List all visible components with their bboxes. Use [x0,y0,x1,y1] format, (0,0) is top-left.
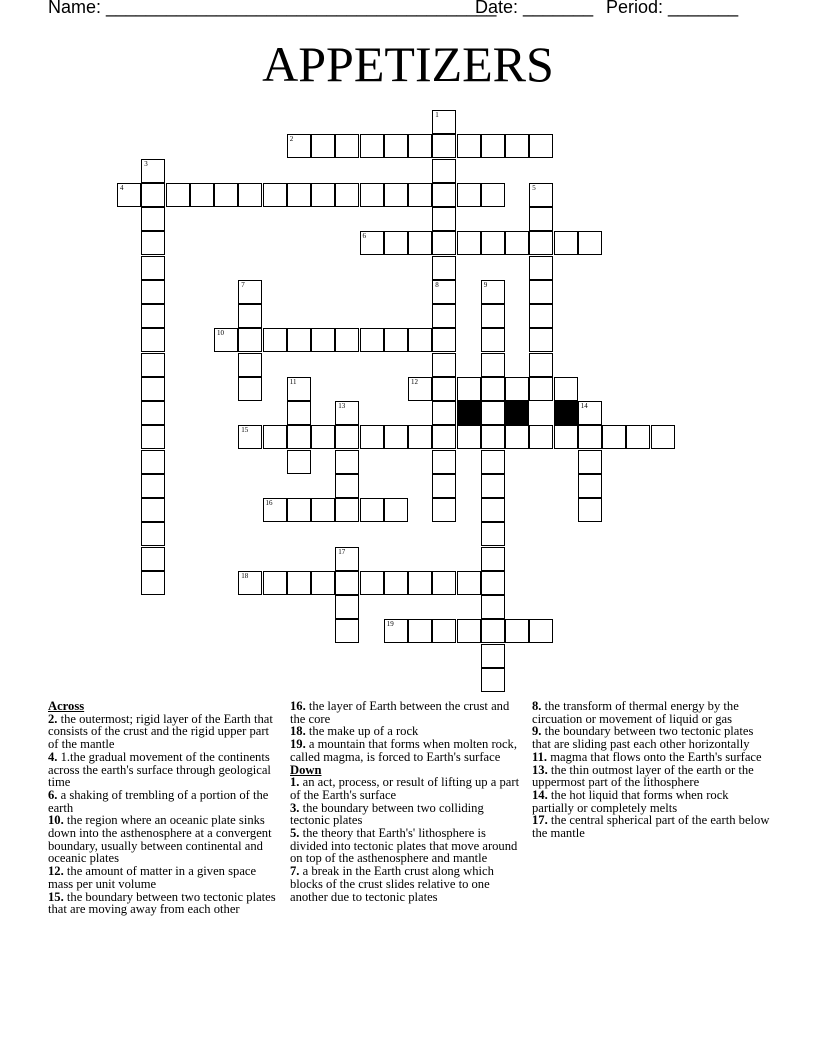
clue-item [290,700,524,725]
grid-cell[interactable] [578,474,602,498]
clue-column-1 [48,700,280,916]
grid-cell[interactable] [505,231,529,255]
grid-cell[interactable] [141,159,165,183]
grid-cell[interactable] [214,183,238,207]
clue-item [290,865,524,903]
clue-number: 18 [241,571,249,580]
grid-cell[interactable] [481,353,505,377]
grid-cell[interactable] [529,231,553,255]
grid-cell[interactable] [141,280,165,304]
grid-cell[interactable] [529,256,553,280]
grid-cell[interactable] [287,450,311,474]
clue-number: 3 [144,159,148,168]
clue-item-text: an act, process, or result of lifting up a part of the Earth's surface [290,775,520,802]
clue-number: 7 [241,280,245,289]
clue-number: 9 [483,280,488,289]
grid-cell[interactable] [141,256,165,280]
grid-cell[interactable] [141,231,165,255]
grid-cell[interactable] [141,498,165,522]
clue-item-text: the boundary between two colliding tectonic plates [290,800,484,828]
date-field[interactable]: Date: _______ [475,0,594,17]
clue-item [290,802,524,827]
grid-cell[interactable] [481,304,505,328]
grid-cell[interactable] [578,498,602,522]
grid-cell[interactable] [287,498,311,522]
grid-cell[interactable] [408,231,432,255]
clue-item-number: 10. [48,813,64,828]
grid-cell[interactable] [432,353,456,377]
grid-cell[interactable] [141,207,165,231]
grid-cell[interactable] [238,571,262,595]
grid-cell[interactable] [263,328,287,352]
grid-cell[interactable] [432,571,456,595]
grid-cell[interactable] [481,183,505,207]
grid-cell[interactable] [602,425,626,449]
clue-item [532,700,772,725]
clue-item-number: 8. [532,699,542,713]
grid-cell[interactable] [457,571,481,595]
grid-cell[interactable] [311,498,335,522]
clue-item-text: a break in the Earth crust along which blocks of the crust slides relative to one another due to tectonic plates [290,864,494,904]
black-cell [554,401,578,425]
grid-cell[interactable] [432,474,456,498]
grid-cell[interactable] [432,231,456,255]
black-cell [505,401,529,425]
grid-cell[interactable] [529,304,553,328]
grid-cell[interactable] [505,425,529,449]
grid-cell[interactable] [360,425,384,449]
clue-item-text: the outermost; rigid layer of the Earth that consists of the crust and the rigid upper part of the mantle [48,711,273,752]
period-field[interactable]: Period: _______ [606,0,739,17]
down-heading: Down [290,762,322,777]
grid-cell[interactable] [529,425,553,449]
grid-cell[interactable] [263,425,287,449]
grid-cell[interactable] [141,450,165,474]
grid-cell[interactable] [238,377,262,401]
clue-item-text: a shaking of trembling of a portion of the earth [48,787,269,815]
name-field[interactable]: Name: _______________________________________ [48,0,497,17]
grid-cell[interactable] [578,231,602,255]
clue-item-number: 18. [290,724,306,739]
clue-item-text: a mountain that forms when molten rock, called magma, is forced to Earth's surface [290,737,517,764]
grid-cell[interactable] [238,183,262,207]
grid-cell[interactable] [408,183,432,207]
clue-number: 13 [338,402,346,410]
grid-cell[interactable] [457,425,481,449]
clue-item-text: the central spherical part of the earth below the mantle [532,813,770,841]
clue-item-text: 1.the gradual movement of the continents across the earth's surface through geological time [48,749,271,790]
grid-cell[interactable] [481,619,505,643]
clue-item-text: the transform of thermal energy by the circuation or movement of liquid or gas [532,699,739,726]
clue-item-number: 14. [532,787,548,802]
grid-cell[interactable] [457,134,481,158]
grid-cell[interactable] [481,522,505,546]
clue-number: 6 [362,232,366,241]
grid-cell[interactable] [335,401,359,425]
grid-cell[interactable] [335,425,359,449]
grid-cell[interactable] [481,425,505,449]
clue-number: 14 [580,402,588,410]
clue-item-number: 15. [48,889,64,904]
grid-cell[interactable] [408,134,432,158]
clue-item-number: 7. [290,864,300,879]
grid-cell[interactable] [457,619,481,643]
grid-cell[interactable] [360,328,384,352]
clue-item-text: the boundary between two tectonic plates that are sliding past each other horizontally [532,724,754,752]
grid-cell[interactable] [432,304,456,328]
grid-cell[interactable] [408,377,432,401]
grid-cell[interactable] [335,547,359,571]
clue-item-number: 17. [532,813,548,828]
grid-cell[interactable] [457,231,481,255]
clue-number: 16 [265,499,273,507]
grid-cell[interactable] [238,280,262,304]
clue-item-text: the boundary between two tectonic plates that are moving away from each other [48,889,276,917]
clue-number: 12 [411,377,418,386]
clue-item [48,751,280,789]
grid-cell[interactable] [238,328,262,352]
grid-cell[interactable] [384,183,408,207]
grid-cell[interactable] [481,595,505,619]
grid-cell[interactable] [505,619,529,643]
grid-cell[interactable] [384,328,408,352]
grid-cell[interactable] [263,498,287,522]
clue-item-number: 5. [290,826,300,841]
grid-cell[interactable] [408,425,432,449]
grid-cell[interactable] [505,377,529,401]
grid-cell[interactable] [335,595,359,619]
grid-cell[interactable] [481,644,505,668]
clue-item [290,827,524,865]
grid-cell[interactable] [432,450,456,474]
grid-cell[interactable] [481,450,505,474]
clue-item [48,891,280,916]
grid-cell[interactable] [311,328,335,352]
grid-cell[interactable] [481,571,505,595]
grid-cell[interactable] [335,498,359,522]
grid-cell[interactable] [384,231,408,255]
grid-cell[interactable] [311,183,335,207]
grid-cell[interactable] [432,207,456,231]
clue-item-text: the thin outmost layer of the earth or the uppermost part of the lithosphere [532,762,754,790]
grid-cell[interactable] [481,547,505,571]
grid-cell[interactable] [141,401,165,425]
grid-cell[interactable] [311,134,335,158]
clue-item-number: 12. [48,864,64,879]
grid-cell[interactable] [384,498,408,522]
grid-cell[interactable] [578,425,602,449]
grid-cell[interactable] [408,619,432,643]
page-title: APPETIZERS [262,36,554,92]
grid-cell[interactable] [141,547,165,571]
grid-cell[interactable] [432,110,456,134]
grid-cell[interactable] [141,474,165,498]
grid-cell[interactable] [287,328,311,352]
clue-item-text: the layer of Earth between the crust and the core [290,699,510,726]
grid-cell[interactable] [360,571,384,595]
clue-item [532,814,772,839]
clue-item [532,789,772,814]
grid-cell[interactable] [529,328,553,352]
grid-cell[interactable] [481,377,505,401]
grid-cell[interactable] [432,498,456,522]
grid-cell[interactable] [335,474,359,498]
clue-item-text: magma that flows onto the Earth's surface [547,749,762,764]
clue-item-text: the hot liquid that forms when rock partially or completely melts [532,787,729,815]
clue-item-number: 11. [532,749,548,764]
grid-cell[interactable] [457,183,481,207]
clue-number: 1 [435,111,439,119]
grid-cell[interactable] [335,183,359,207]
grid-cell[interactable] [384,134,408,158]
grid-cell[interactable] [287,571,311,595]
grid-cell[interactable] [529,207,553,231]
clue-item [290,776,524,801]
grid-cell[interactable] [335,134,359,158]
grid-cell[interactable] [238,353,262,377]
clue-number: 8 [435,280,439,289]
grid-cell[interactable] [481,401,505,425]
grid-cell[interactable] [554,377,578,401]
clue-item-text: the make up of a rock [305,724,419,739]
clue-item [48,713,280,751]
grid-cell[interactable] [384,425,408,449]
grid-cell[interactable] [554,425,578,449]
grid-cell[interactable] [214,328,238,352]
grid-cell[interactable] [432,401,456,425]
clue-item-number: 13. [532,762,548,777]
clue-item [290,738,524,763]
clue-number: 2 [289,135,294,144]
grid-cell[interactable] [141,425,165,449]
grid-cell[interactable] [287,377,311,401]
grid-cell[interactable] [190,183,214,207]
grid-cell[interactable] [360,498,384,522]
grid-cell[interactable] [141,304,165,328]
grid-cell[interactable] [238,425,262,449]
grid-cell[interactable] [529,134,553,158]
grid-cell[interactable] [384,619,408,643]
grid-cell[interactable] [408,328,432,352]
grid-cell[interactable] [141,377,165,401]
grid-cell[interactable] [287,425,311,449]
grid-cell[interactable] [335,571,359,595]
grid-cell[interactable] [529,280,553,304]
grid-cell[interactable] [578,450,602,474]
clue-item-number: 1. [290,775,300,790]
clue-item-number: 4. [48,749,58,764]
grid-cell[interactable] [263,183,287,207]
clue-item-text: the theory that Earth's' lithosphere is divided into tectonic plates that move around on top of the asthenosphere and mantle [290,826,518,866]
grid-cell[interactable] [432,425,456,449]
grid-cell[interactable] [311,425,335,449]
clue-item-number: 3. [290,800,300,815]
grid-cell[interactable] [360,134,384,158]
clue-column-2 [290,700,524,903]
grid-cell[interactable] [141,328,165,352]
clue-item [532,725,772,750]
grid-cell[interactable] [335,450,359,474]
grid-cell[interactable] [481,134,505,158]
grid-cell[interactable] [505,134,529,158]
clue-item-number: 9. [532,724,542,739]
grid-cell[interactable] [432,159,456,183]
black-cell [457,401,481,425]
clue-number: 17 [338,547,346,556]
across-heading: Across [48,699,85,713]
grid-cell[interactable] [651,425,675,449]
grid-cell[interactable] [432,256,456,280]
grid-cell[interactable] [335,328,359,352]
grid-cell[interactable] [166,183,190,207]
grid-cell[interactable] [481,498,505,522]
grid-cell[interactable] [432,619,456,643]
grid-cell[interactable] [287,401,311,425]
grid-cell[interactable] [529,619,553,643]
grid-cell[interactable] [626,425,650,449]
clue-item-number: 6. [48,787,58,802]
clue-number: 19 [386,620,394,629]
grid-cell[interactable] [287,134,311,158]
grid-cell[interactable] [529,353,553,377]
grid-cell[interactable] [384,571,408,595]
clue-item [48,814,280,865]
clue-column-3 [532,700,772,840]
grid-cell[interactable] [117,183,141,207]
grid-cell[interactable] [578,401,602,425]
clue-item [48,865,280,890]
grid-cell[interactable] [554,231,578,255]
clue-item-number: 2. [48,711,58,726]
grid-cell[interactable] [529,377,553,401]
grid-cell[interactable] [481,231,505,255]
grid-cell[interactable] [141,522,165,546]
grid-cell[interactable] [457,377,481,401]
grid-cell[interactable] [238,304,262,328]
grid-cell[interactable] [432,377,456,401]
grid-cell[interactable] [529,183,553,207]
grid-cell[interactable] [360,231,384,255]
clue-item-number: 16. [290,699,306,713]
clue-number: 10 [217,329,224,338]
grid-cell[interactable] [481,328,505,352]
clue-item-text: the region where an oceanic plate sinks down into the asthenosphere at a convergent boundary, usually between continental and oceanic plates [48,813,272,866]
grid-cell[interactable] [432,134,456,158]
clue-item-number: 19. [290,737,306,752]
grid-cell[interactable] [311,571,335,595]
clue-number: 5 [532,183,536,192]
grid-cell[interactable] [408,571,432,595]
clue-item [532,764,772,789]
grid-cell[interactable] [432,328,456,352]
grid-cell[interactable] [141,571,165,595]
grid-cell[interactable] [481,280,505,304]
clue-item-text: the amount of matter in a given space mass per unit volume [48,864,257,891]
clue-item [48,789,280,814]
grid-cell[interactable] [432,183,456,207]
clue-number: 4 [120,183,124,192]
grid-cell[interactable] [481,668,505,692]
grid-cell[interactable] [263,571,287,595]
clue-number: 15 [241,426,249,435]
grid-cell[interactable] [141,353,165,377]
grid-cell[interactable] [481,474,505,498]
grid-cell[interactable] [335,619,359,643]
grid-cell[interactable] [287,183,311,207]
grid-cell[interactable] [141,183,165,207]
grid-cell[interactable] [360,183,384,207]
grid-cell[interactable] [432,280,456,304]
clue-number: 11 [289,377,297,386]
